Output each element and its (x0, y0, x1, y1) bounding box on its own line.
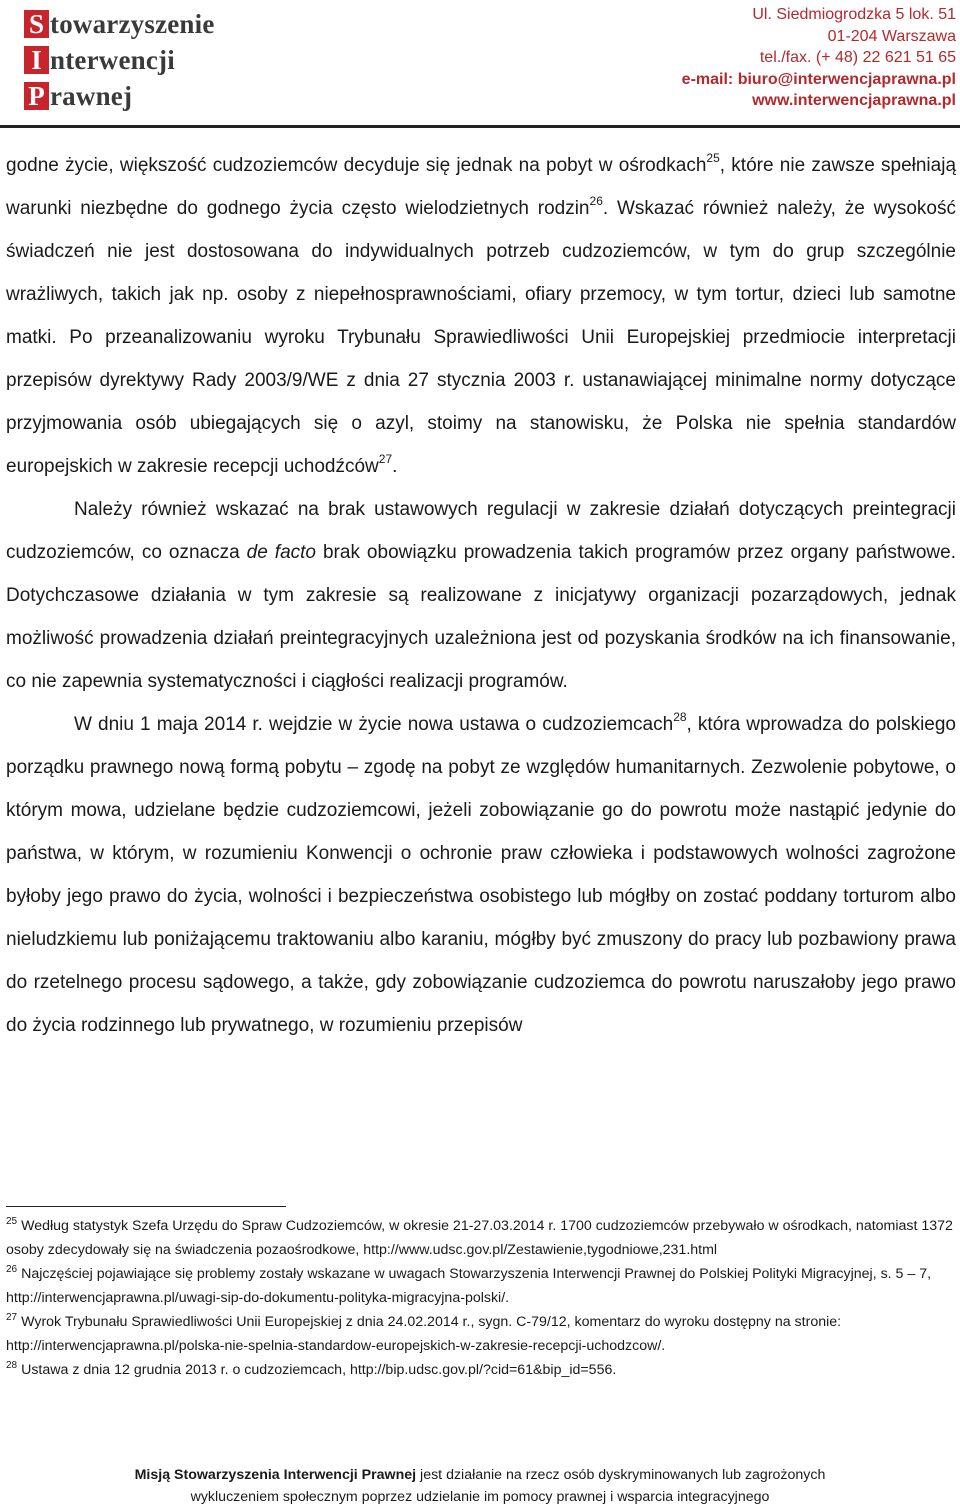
footnote-text: Ustawa z dnia 12 grudnia 2013 r. o cudzoziemcach, http://bip.udsc.gov.pl/?cid=61&bip_id=556. (21, 1362, 617, 1378)
footnote-27 (6, 1310, 954, 1358)
text-run: , które nie zawsze spełniają warunki niezbędne do godnego życia często wielodzietnych rodzin (6, 155, 957, 219)
text-run: . (392, 456, 398, 477)
footnote-ref-26[interactable]: 26 (589, 194, 603, 208)
footnote-text: Według statystyk Szefa Urzędu do Spraw Cudzoziemców, w okresie 21-27.03.2014 r. 1700 cudzoziemców przebywało w ośrodkach, natomiast 1372 osoby zdecydowały się na świadczenia pozaośrodkowe, http://www.udsc.gov.pl/Zestawienie,tygodniowe,231.html (6, 1218, 953, 1258)
italic-phrase: de facto (246, 542, 316, 563)
logo-word: nterwencji (50, 45, 175, 75)
footer-text: jest działanie na rzecz osób dyskryminowanych lub zagrożonych (416, 1467, 826, 1483)
footer-line-1 (0, 1464, 960, 1486)
text-run: brak obowiązku prowadzenia takich programów przez organy państwowe. Dotychczasowe działania w tym zakresie są realizowane z inicjatywy organizacji pozarządowych, jednak możliwość prowadzenia działań preintegracyjnych uzależniona jest od pozyskania środków na ich finansowanie, co nie zapewnia systematyczności i ciągłości realizacji programów. (6, 542, 956, 692)
footnote-ref-25[interactable]: 25 (706, 151, 720, 165)
contact-city: 01-204 Warszawa (827, 27, 956, 45)
footer-line-2: wykluczeniem społecznym poprzez udzielanie im pomocy prawnej i wsparcia integracyjnego (190, 1489, 770, 1505)
footnote-ref-27[interactable]: 27 (378, 452, 393, 466)
logo-word: towarzyszenie (50, 9, 215, 39)
contact-website-link[interactable]: www.interwencjaprawna.pl (752, 92, 956, 109)
footnote-text: Wyrok Trybunału Sprawiedliwości Unii Europejskiej z dnia 24.02.2014 r., sygn. C-79/12, komentarz do wyroku dostępny na stronie: http://interwencjaprawna.pl/polska-nie-spelnia-standardow-europejskich-w-zakresie-recepcji-uchodzcow/. (6, 1314, 842, 1354)
logo-line-3 (24, 78, 215, 114)
text-run: Należy również wskazać na brak ustawowych regulacji w zakresie działań dotyczących preintegracji cudzoziemców, co oznacza (6, 499, 956, 563)
logo-initial: S (24, 10, 49, 38)
footnote-number: 28 (6, 1360, 18, 1371)
footnote-separator (6, 1206, 286, 1207)
text-run: godne życie, większość cudzoziemców decyduje się jednak na pobyt w ośrodkach (6, 155, 707, 176)
footnote-number: 26 (6, 1264, 18, 1275)
contact-phone: tel./fax. (+ 48) 22 621 51 65 (759, 49, 956, 66)
contact-address: Ul. Siedmiogrodzka 5 lok. 51 (752, 6, 956, 23)
text-run: . Wskazać również należy, że wysokość świadczeń nie jest dostosowana do indywidualnych potrzeb cudzoziemców, w tym do grup szczególnie wrażliwych, takich jak np. osoby z niepełnosprawnościami, ofiary przemocy, w tym tortur, dzieci lub samotne matki. Po przeanalizowaniu wyroku Trybunału Sprawiedliwości Unii Europejskiej przedmiocie interpretacji przepisów dyrektywy Rady 2003/9/WE z dnia 27 stycznia 2003 r. ustanawiającej minimalne normy dotyczące przyjmowania osób ubiegających się o azyl, stoimy na stanowisku, że Polska nie spełnia standardów europejskich w zakresie recepcji uchodźców (6, 198, 956, 477)
footnote-28 (6, 1358, 954, 1382)
text-run: W dniu 1 maja 2014 r. wejdzie w życie nowa ustawa o cudzoziemcach (74, 714, 674, 735)
footnote-number: 25 (6, 1216, 18, 1227)
footnote-ref-28[interactable]: 28 (673, 710, 687, 724)
logo-line-2 (24, 42, 215, 78)
contact-block (682, 4, 956, 112)
footer-mission-label: Misją Stowarzyszenia Interwencji Prawnej (134, 1467, 417, 1483)
text-run: , która wprowadza do polskiego porządku prawnego nową formą pobytu – zgodę na pobyt ze względów humanitarnych. Zezwolenie pobytowe, o którym mowa, udzielane będzie cudzoziemcowi, jeżeli zobowiązanie go do powrotu może nastąpić jedynie do państwa, w którym, w rozumieniu Konwencji o ochronie praw człowieka i podstawowych wolności zagrożone byłoby jego prawo do życia, wolności i bezpieczeństwa osobistego lub mógłby on zostać poddany torturom albo nieludzkiemu lub poniżającemu traktowaniu albo karaniu, mógłby być zmuszony do pracy lub pozbawiony prawa do rzetelnego procesu sądowego, a także, gdy zobowiązanie cudzoziemca do powrotu naruszałoby jego prawo do życia rodzinnego lub prywatnego, w rozumieniu przepisów (6, 714, 956, 1036)
footnote-text: Najczęściej pojawiające się problemy zostały wskazane w uwagach Stowarzyszenia Interwencji Prawnej do Polskiej Polityki Migracyjnej, s. 5 – 7, http://interwencjaprawna.pl/uwagi-sip-do-dokumentu-polityka-migracyjna-polski/. (6, 1266, 932, 1306)
document-body (6, 144, 956, 1047)
header-divider (0, 125, 960, 128)
contact-email-link[interactable]: e-mail: biuro@interwencjaprawna.pl (681, 70, 956, 88)
footnote-26 (6, 1262, 954, 1310)
page-header (0, 0, 960, 128)
footnotes (6, 1214, 954, 1382)
paragraph-2 (6, 488, 956, 703)
organization-logo (24, 6, 215, 114)
footnote-number: 27 (6, 1312, 18, 1323)
logo-word: rawnej (50, 81, 133, 111)
paragraph-3 (6, 703, 956, 1047)
page-footer (0, 1464, 960, 1508)
footnote-25 (6, 1214, 954, 1262)
paragraph-1 (6, 144, 956, 488)
logo-line-1 (24, 6, 215, 42)
logo-initial: P (24, 82, 49, 110)
logo-initial: I (24, 46, 49, 74)
